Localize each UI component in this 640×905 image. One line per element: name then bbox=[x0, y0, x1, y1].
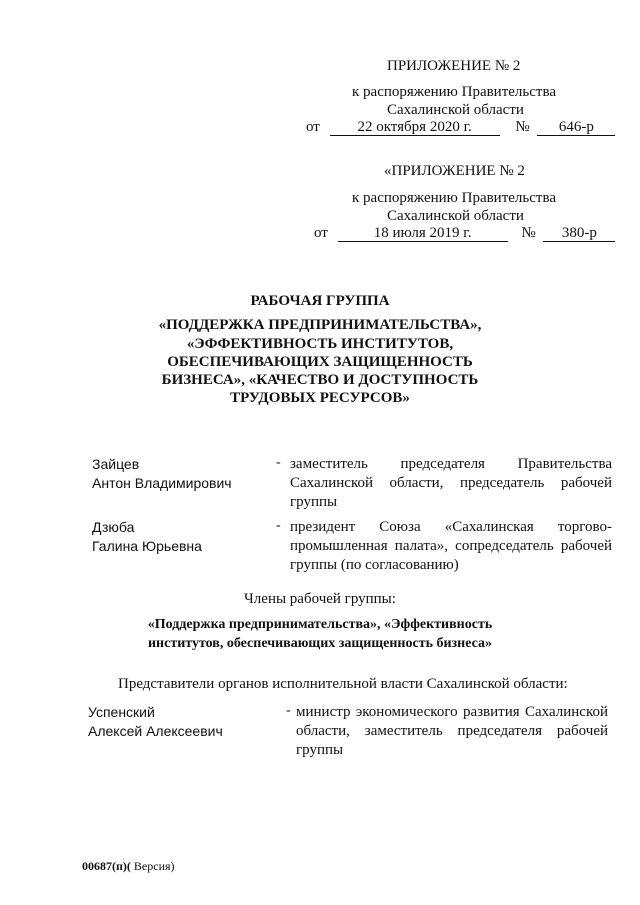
title-line-2: «ПОДДЕРЖКА ПРЕДПРИНИМАТЕЛЬСТВА», bbox=[158, 317, 482, 333]
leader-2-name bbox=[92, 518, 202, 556]
prev-appendix-date: 18 июля 2019 г. bbox=[338, 226, 508, 242]
prev-appendix-date-line bbox=[314, 225, 615, 242]
footer-version: Версия) bbox=[130, 859, 175, 873]
leader-2-role: президент Союза «Сахалинская торгово-промышленная палата», сопредседатель рабочей группы (по согласованию) bbox=[290, 519, 612, 573]
member-1-given: Алексей Алексеевич bbox=[88, 723, 223, 739]
prev-appendix-to-order: к распоряжению Правительства bbox=[352, 190, 557, 206]
number-label: № bbox=[515, 119, 530, 135]
appendix-to-order: к распоряжению Правительства bbox=[352, 84, 557, 100]
appendix-region: Сахалинской области bbox=[387, 102, 524, 118]
appendix-heading: ПРИЛОЖЕНИЕ № 2 bbox=[387, 58, 521, 74]
leader-1-role: заместитель председателя Правительства Сахалинской области, председатель рабочей группы bbox=[290, 456, 612, 510]
leader-1-name bbox=[92, 455, 232, 493]
footer-code bbox=[82, 859, 175, 874]
prev-appendix-number: 380-р bbox=[543, 226, 615, 242]
leader-1-given: Антон Владимирович bbox=[92, 475, 232, 491]
title-line-5: БИЗНЕСА», «КАЧЕСТВО И ДОСТУПНОСТЬ bbox=[161, 372, 479, 388]
from-label: от bbox=[306, 119, 320, 135]
members-subtitle-line-1: «Поддержка предпринимательства», «Эффективность bbox=[147, 617, 493, 632]
leader-1-surname: Зайцев bbox=[92, 456, 140, 472]
prev-appendix-heading: «ПРИЛОЖЕНИЕ № 2 bbox=[384, 163, 525, 179]
members-subtitle-line-2: институтов, обеспечивающих защищенность бизнеса» bbox=[147, 636, 493, 651]
member-1-name bbox=[88, 703, 223, 741]
title-line-1: РАБОЧАЯ ГРУППА bbox=[250, 293, 390, 309]
footer-code-text: 00687(п)( bbox=[82, 859, 131, 873]
appendix-number: 646-р bbox=[537, 120, 615, 136]
appendix-date-line bbox=[306, 119, 615, 136]
leader-2-dash: - bbox=[276, 518, 281, 533]
leader-1-dash: - bbox=[276, 455, 281, 470]
leader-2-surname: Дзюба bbox=[92, 519, 135, 535]
prev-from-label: от bbox=[314, 225, 328, 241]
member-1-dash: - bbox=[286, 703, 291, 718]
title-line-4: ОБЕСПЕЧИВАЮЩИХ ЗАЩИЩЕННОСТЬ bbox=[167, 354, 473, 370]
prev-number-label: № bbox=[521, 225, 536, 241]
prev-appendix-region: Сахалинской области bbox=[387, 208, 524, 224]
members-title: Члены рабочей группы: bbox=[244, 591, 396, 607]
title-line-6: ТРУДОВЫХ РЕСУРСОВ» bbox=[230, 390, 410, 406]
leader-2-given: Галина Юрьевна bbox=[92, 538, 202, 554]
appendix-date: 22 октября 2020 г. bbox=[330, 120, 500, 136]
member-1-surname: Успенский bbox=[88, 704, 155, 720]
section-heading: Представители органов исполнительной власти Сахалинской области: bbox=[118, 676, 568, 692]
member-1-role: министр экономического развития Сахалинской области, заместитель председателя рабочей группы bbox=[296, 704, 608, 758]
title-line-3: «ЭФФЕКТИВНОСТЬ ИНСТИТУТОВ, bbox=[186, 336, 454, 352]
